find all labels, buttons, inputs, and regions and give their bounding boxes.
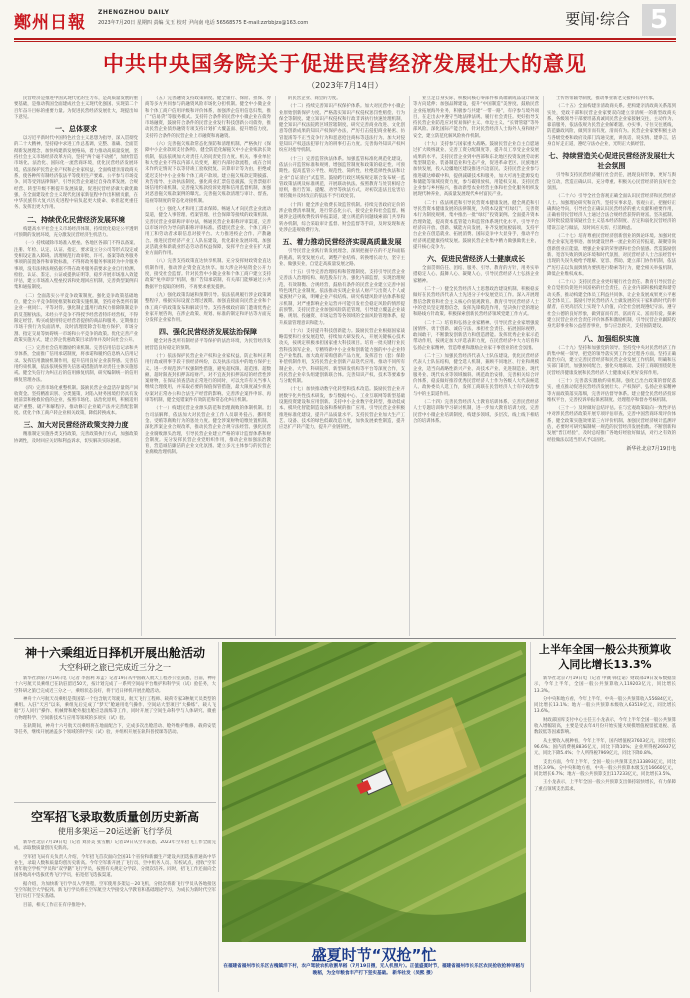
article-paragraph: （三）完善社会信用激励约束机制。完善信用信息记录和共享体系，全面推广信用承诺制度，将承诺和履约信息纳入信用记录。发挥信用激励机制作用，提升信用良好企业获得感。完善信用约束机制，依法依规按照失信惩戒措施清单对责任主体实施惩戒。健全失信行为纠正后的信用修复机制，研究编制统一的信用修复管理办法。 — [14, 346, 138, 383]
page-headline: 中共中央国务院关于促进民营经济发展壮大的意见 — [103, 51, 587, 76]
article-paragraph: （三十）完善落实激励约束机制。强化已出台政策的督促落实，重点推动促进民营经济发展壮大、产权保护、弘扬企业家精神等方面政策落实落细，完善评估督导体系。建立健全民营经济投诉维权平台，完善投诉举报保密制度、处理程序和督办考核机制。 — [547, 378, 676, 403]
article-paragraph: 健全对各类所有制经济平等保护的法治环境，为民营经济发展营造良好稳定的预期。 — [145, 339, 271, 351]
story-paragraph: 从主要收入税种看，今年上半年，国内增值税37603亿元，同比增长96.6%；国内消费税8836亿元，同比下降10%；企业所得税26937亿元，同比下降5.4%；个人所得税7969亿元，同比下降0.8%。 — [534, 738, 676, 757]
story1-body — [14, 676, 216, 798]
article-column-1 — [14, 96, 138, 636]
story1-subtitle: 大空科研之旅已完成近三分之一 — [59, 663, 171, 672]
story-paragraph: 神舟十六号航天员乘组是我国第一个包含航天驾驶员、航天飞行工程师、载荷专家3种航天员类型的乘组。入驻“天宫”以来，乘组先后完成了“梦天”舱通用电气操作、空间站大型项目“大操练”、载人飞船“万人同行”操作、机械臂和舱外服出舱应急演练等工作，同时开展了空间生命科学与人体研究、微重力物理科学、空间新技术与应用等领域的多项实（试）验。 — [14, 696, 216, 721]
story-divider — [14, 802, 216, 803]
story-paragraph: 据介绍，为加快新飞行学员入学进程，空军使用多架运－20飞机，分批次将新飞行学员从各地接送至空军航空大学报到。新飞行学员将在空军航空大学接受入学教育和基础理论学习，为成长为新时代空军飞行员打下坚实基础。 — [14, 881, 216, 900]
article-signature: 新华社北京7月19日电 — [626, 445, 676, 452]
article-paragraph: （十一）构建民营企业源头防范和治理腐败的体制机制。出台司法解释，依法加大对民营企业工作人员职务侵占、挪用资金、受贿等腐败行为的惩处力度。健全涉案财物追缴处置机制。深化涉案企业合规改革，推动民营企业合规守法经营。强化民营企业腐败源头治理，引导民营企业建立严格的审计监督体系和财会制度。充分发挥民营企业党组织作用，推动企业加强法治教育，营造诚信廉洁的企业文化氛围。建立多元主体参与的民营企业腐败治理机制。 — [145, 406, 271, 456]
article-paragraph: 的民营企业、商会的力度。 — [288, 96, 341, 101]
story-paragraph: 支出方面，今年上半年，全国一般公共预算支出133893亿元，同比增长3.9%。分中央和地方看，中央一般公共预算本级支出16660亿元，同比增长6.7%；地方一般公共预算支出117233亿元，同比增长3.5%。 — [534, 759, 676, 778]
section-divider — [14, 638, 676, 639]
harvest-field-image — [222, 642, 526, 942]
story-paragraph: 分中央和地方看，今年上半年，中央一般公共预算收入55684亿元，同比增长13.1%；地方一般公共预算本级收入63519亿元，同比增长13.6%。 — [534, 696, 676, 715]
article-paragraph: （十六）支持提升科技创新能力。鼓励民营企业根据国家战略需要和行业发展趋势，持续加大研发投入，开展关键核心技术攻关，按规定积极承担国家重大科技项目。培育一批关键行业民营科技领军企业、专精特新中小企业和创新能力强的中小企业特色产业集群。加大政府采购创新产品力度，发挥首台（套）保险补偿机制作用，支持民营企业创新产品迭代应用。推动不同所有制企业、大学、科研院所、新型研发机构等平台等深度合作，支持民营企业牵头组建创新联合体。完善知识产权、技术等要素参与分配机制。 — [279, 328, 405, 385]
article-paragraph: （二十）依法规范和引导民营资本健康发展。健全规范和引导民营资本健康发展的法律制度，为资本设置“红绿灯”，完善资本行为制度规则，集中推出一批“绿灯”投资案例。全面提升资本治理效能，提高资本监管能力和监管体系现代化水平。引导平台经济向开放、创新、赋能方向发展，补齐发展短板弱项，支持平台企业在创造就业、拓展消费、国际竞争中大显身手，推动平台经济规范健康持续发展。鼓励民营企业集中精力做强做优主业，提升核心竞争力。 — [413, 200, 539, 250]
column-divider — [218, 642, 219, 992]
masthead — [14, 6, 676, 36]
newspaper-logo-en: ZHENGZHOU DAILY — [98, 9, 170, 16]
story2-subtitle: 使用多架运－20运送新飞行学员 — [57, 827, 173, 836]
farm-harvest-photo — [222, 642, 526, 942]
section-heading: 六、促进民营经济人士健康成长 — [427, 255, 525, 264]
story-paragraph: 在轨期间，神舟十六号航天员乘组将在地面配合下，完成多次出舱活动、舱外维护维修、载荷安装等任务，继续开展涵盖多个领域的科学实（试）验，并组织开展在轨科普授课等活动。 — [14, 724, 216, 736]
section-heading: 七、持续营造关心促进民营经济发展壮大社会氛围 — [548, 152, 675, 171]
story2-title: 空军招飞录取数质量创历史新高 — [30, 810, 199, 824]
story-paragraph: 新华社北京7月19日电（记者 刘济美 张雪鹏）记者19日从空军获悉，2023年空军招飞工作全面完成，录取数质量创历史新高。 — [14, 840, 216, 852]
section-heading: 一、总体要求 — [55, 125, 97, 134]
article-paragraph: （三十一）及时做好总结评估。在与宏观政策取向一致性评估中对涉民营经济政策开展专项评估审查。完善中国营商环境评价体系，健全政策实施效果第三方评价机制。加强民营经济统计监测评估，必要时可研究编制统一规范的民营经济发展指数。不断创新和发展“晋江经验”，及时总结推广各地好经验好做法，对行之有效的经验做法以适当形式予以固化。 — [547, 406, 676, 443]
masthead-rule — [14, 38, 676, 40]
article-column-4 — [413, 96, 539, 636]
article-paragraph: （十二）持续完善知识产权保护体系。加大对民营中小微企业原始创新保护力度。严格落实知识产权侵权惩罚性赔偿、行为保全等制度。建立知识产权侵权和行政非诉执行快速处理机制，健全知识产权法院跨区域管辖制度。研究完善商业改进、文化创意等创新成果的知识产权保护办法，严厉打击侵犯商业秘密、仿冒混淆等不正当竞争行为和恶意抢注商标等违法行为。加大对侵犯知识产权违法犯罪行为的刑事打击力度。完善海外知识产权纠纷应对指导机制。 — [279, 104, 405, 154]
column-divider — [530, 642, 531, 992]
story-paragraph: 新华社北京7月19日电（记者 申铖 韩佳诺）财政部19日发布数据显示，今年上半年，全国一般公共预算收入119203亿元，同比增长13.3%。 — [534, 676, 676, 694]
article-paragraph: （二十六）引导全社会客观正确全面认识民营经济和民营经济人士。加强理论研究和宣传，坚持实事求是、客观公正，把握好正确舆论导向，引导社会正确认识民营经济的重大贡献和重要作用，正确看待民营经济人士通过合法合规经营获得的财富。坚决抵制、及时批驳澄清质疑社会主义基本经济制度、否定和弱化民营经济的错误言论与做法，及时回应关切、打消顾虑。 — [547, 194, 676, 231]
masthead-rule-thin — [14, 41, 676, 42]
story-paragraph: 目前，相关工作正在有序推进中。 — [23, 902, 89, 908]
newspaper-logo: 鄭州日報 — [14, 13, 86, 33]
photo-caption: 在福建省福州市长乐区古槐镇洋下村，农户驾驶农机收割早稻（7月19日摄，无人机照片）。正值盛夏时节，福建省福州市长乐区农民抢收抢种早稻与晚稻，为全年粮食丰产打下坚实基础。 新华社发（吴熙 摄） — [223, 964, 525, 976]
article-paragraph: （六）完善拖欠账款常态化预防和清理机制。严格执行《保障中小企业款项支付条例》，健全防范化解拖欠中小企业账款长效机制，依法依规加大对责任人的问责处罚力度。机关、事业单位和大型企业不得以内部人员变更，履行内部付款流程，或在合同未作约定情况下以等待竣工验收批复、决算审计等为由，拒绝或延迟支付中小企业和个体工商户款项。建立拖欠账款定期披露、劝告指导、主动执法制度。强化商业汇票信息披露，完善票据市场信用约束机制。完善拖欠账款投诉处理和信用监督机制，加强对恶意拖欠账款案例的曝光。完善拖欠账款清理与审计、督查、巡视等制度的常态化对接机制。 — [145, 142, 271, 204]
article-paragraph: 精准制定实施各类支持政策，完善政策执行方式，加强政策协调性，及时回应关切和利益诉求，切实解决实际困难。 — [14, 432, 138, 444]
article-paragraph: （十三）完善监管执法体系。加强监管标准化规范化建设，依法公开监管标准和规则，增强监管制度和政策的稳定性、可预期性。提高监管公平性、规范性、简约性，杜绝选择性执法和让企业“自证清白”式监管。鼓励跨行政区域按规定联合发布统一监管政策法规及标准规范，开展联动执法。按照教育与处罚相结合原则，推行告知、提醒、劝导等执法方式，对初次违法且危害后果轻微并及时改正的依法不予行政处罚。 — [279, 156, 405, 200]
article-paragraph: （十）依法保护民营企业产权和企业家权益。防止和纠正利用行政或刑事手段干预经济纠纷，以及执法司法中的地方保护主义。进一步规范涉产权强制性措施，避免超权限、超范围、超数额、超时限查封扣押冻结财产。对不宜查封扣押冻结的经营性涉案财物，在保证侦查活动正常进行的同时，可以允许有关当事人继续合理使用，并采取必要的保值保管措施，最大限度减少侦查办案对正常办公和合法生产经营的影响。完善涉企案件申诉、再审等机制，健全冤错案件有效防范和常态化纠正机制。 — [145, 353, 271, 404]
column-divider — [409, 96, 410, 636]
article-paragraph: （九）强化政策沟通和预期引导。依法依规履行涉企政策调整程序，根据实际设置合理过渡期。加强直接面向民营企业和个体工商户的政策发布和解读引导。支持各级政府部门邀请优秀企业家开展咨询，在涉企政策、规划、标准的制定和评估等方面充分发挥企业家作用。 — [145, 292, 271, 324]
column-divider — [543, 96, 544, 636]
story-paragraph: 财政部国库支付中心主任王小龙表示，今年上半年全国一般公共预算收入增幅较高，主要是受去年4月份开始实施大规模增值税留抵退税、基数较低等因素影响。 — [534, 717, 676, 736]
column-divider — [275, 96, 276, 636]
article-paragraph: （十九）支持参与国家重大战略。鼓励民营企业自主自愿通过扩大吸纳就业、完善工资分配制度等，提升员工享受企业发展成果的水平。支持民营企业到中西部和东北地区投资发展劳动密集型制造业、装备制造业和生态产业，促进革命老区、民族地区加快发展，投入边疆地区建设推进兴边富民。支持民营企业参与推进碳达峰碳中和，提供减碳技术和服务，加大可再生能源发电和储能等领域投资力度，参与碳排放权、用能权交易。支持民营企业参与乡村振兴，推动新型农业经营主体和社会化服务组织发展现代种养业，高质量发展现代乡村富民产业。 — [413, 142, 539, 198]
headline-dateline: （2023年7月14日） — [307, 81, 383, 90]
article-paragraph: （八）完善支持政策直达快享机制。充分发挥财政资金直达机制作用，推动涉企资金直达快享。加大涉企补贴资金公开力度，接受社会监督。针对民营中小微企业和个体工商户建立支持政策“免申即享”机制，推广告知承诺制，有关部门能够通过公共数据平台提取的材料，不再要求重复提供。 — [145, 259, 271, 290]
article-paragraph: （五）完善融资支持政策制度。健全银行、保险、担保、券商等多方共同参与的融资风险市场化分担机制。健全中小微企业和个体工商户信用评级和评价体系，加强涉企信用信息归集，推广“信易贷”等服务模式。支持符合条件的民营中小微企业在债券市场融资，鼓励符合条件的民营企业发行科技创新公司债券，推动民营企业债券融资专项支持计划扩大覆盖面、提升增信力度。支持符合条件的民营企业上市融资和再融资。 — [145, 96, 271, 139]
article-column-3 — [279, 96, 405, 636]
article-paragraph: （七）强化人才和用工需求保障。畅通人才向民营企业流动渠道，健全人事管理、档案管理、社会保障等接续的政策机制。完善民营企业职称评审办法，畅通民营企业职称评审渠道，完善以市场评价为导向的职称评审标准。搭建民营企业、个体工商户用工和劳动者求职信息对接平台。大力推进校企合作、产教融合。推进民营经济产业工人队伍建设，优化职业发展环境。加强灵活就业和新就业形态劳动者权益保障，发挥平台企业在扩大就业方面的作用。 — [145, 207, 271, 257]
column-divider — [141, 96, 142, 636]
article-paragraph: 士传帮带辅导制度，推动事业新老交接和有序传承。 — [556, 96, 657, 101]
section-heading: 八、加强组织实施 — [583, 334, 640, 343]
section-heading: 二、持续优化民营经济发展环境 — [27, 215, 125, 224]
article-paragraph: 构建高水平社会主义市场经济体制，持续优化稳定公平透明可预期的发展环境，充分激发民营经济生机活力。 — [14, 226, 138, 239]
story2-body — [14, 840, 216, 990]
story-paragraph: 王小龙表示，上半年全国一般公共预算支出保持较快增长，有力保障了重点领域支出需求。 — [534, 780, 676, 792]
article-paragraph: 全面贯彻信任、团结、服务、引导、教育的方针，用务实举措稳定人心、鼓舞人心、凝聚人心，引导民营经济人士弘扬企业家精神。 — [413, 266, 539, 284]
article-paragraph: （四）完善市场化重整机制。鼓励民营企业盘活存量资产回收资金。坚持精准识别、分类施策，对陷入财务困境但仍具有发展前景和挽救价值的企业，按照市场化、法治化原则，积极适用破产重整、破产和解程序。推动修订企业破产法并完善配套制度。优化个体工商户转企业相关政策，降低转换成本。 — [14, 385, 138, 417]
article-paragraph: （二十一）健全民营经济人士思想政治建设机制。积极稳妥做好在民营经济代表人士先进分子中发展党员工作。深入开展理想信念教育和社会主义核心价值观教育。教育引导民营经济人士中的党员坚定理想信念，发挥先锋模范作用，坚决执行党的理论和路线方针政策。积极探索创新民营经济领域党建工作方式。 — [413, 287, 539, 318]
story1-title: 神十六乘组近日择机开展出舱活动 — [24, 646, 205, 660]
article-paragraph: （二）全面落实公平竞争政策制度。强化竞争政策基础地位，健全公平竞争制度框架和政策实施机制，坚持对各类所有制企业一视同仁、平等对待。强化制止滥用行政权力排除限制竞争的反垄断执法。未经公平竞争不得授予经营者特许经营权，不得限定经营、购买或使用特定经营者提供的商品和服务。定期推出市场干预行为负面清单，及时清理废除含有地方保护、市场分割、指定交易等妨碍统一市场和公平竞争的政策。优化完善产业政策实施方式，建立涉企优惠政策目录清单并及时向社会公开。 — [14, 293, 138, 343]
photo-title: 盛夏时节“双抢”忙 — [311, 946, 437, 964]
section-heading: 三、加大对民营经济政策支持力度 — [23, 421, 129, 430]
article-paragraph: 民营经济是推进中国式现代化的生力军，是高质量发展的重要基础，是推动我国全面建成社会主义现代化强国、实现第二个百年奋斗目标的重要力量。为促进民营经济发展壮大，现提出如下意见。 — [14, 96, 138, 120]
story-paragraph: 新华社酒泉7月19日电（记者 李国利 邓孟）记者19日从中国载人航天工程办公室获悉，目前，神舟十六号航天员乘组已在轨驻留近50天，按计划完成了一系列空间站平台维护和科学实（试）验任务，大空科研之旅已完成近三分之一，乘组状态良好，将于近日择机开展出舱活动。 — [14, 676, 216, 694]
article-paragraph: （十七）加快推动数字化转型和技术改造。鼓励民营企业开展数字化共性技术研发，参与数据中心、工业互联网等新型基础设施投资建设和应用创新。支持中小企业数字化转型，推动低成本、模块化智能制造设备和系统的推广应用。引导民营企业积极推进标准化建设，提升产品质量水平。支持民营企业加大生产工艺、设备、技术的绿色低碳改造力度，加快发展柔性制造，提升应急扩产转产能力，提升产业链韧性。 — [279, 387, 405, 431]
section-heading: 四、强化民营经济发展法治保障 — [159, 328, 257, 337]
article-paragraph: （二十八）支持民营企业更好履行社会责任。教育引导民营企业自觉担负促进共同富裕的社会责任，在企业内部积极构建和谐劳动关系，推动构建全体员工利益共同体，让企业发展成果更公平惠及全体员工。鼓励引导民营经济人士做发展的实干家和新时代的奉献者，在更高层次上实现个人价值，向全社会展现遵纪守法、遵守社会公德的良好形象，做到富而有责、富而有义、富而有爱。探索建立民营企业社会责任评价体系和激励机制，引导民营企业踊跃投身光彩事业和公益慈善事业，参与应急救灾，支持国防建设。 — [547, 280, 676, 330]
article-paragraph: 以习近平新时代中国特色社会主义思想为指导，深入贯彻党的二十大精神，坚持稳中求进工作总基调，完整、准确、全面贯彻新发展理念，加快构建新发展格局，着力推动高质量发展，坚持社会主义市场经济改革方向，坚持“两个毫不动摇”，加快营造市场化、法治化、国际化一流营商环境，优化民营经济发展环境，依法保护民营企业产权和企业家权益，全面构建亲清政商关系，使各种所有制经济依法平等使用生产要素、公平参与市场竞争、同等受到法律保护，引导民营企业通过自身改革发展、合规经营、转型升级不断提升发展质量，促进民营经济做大做优做强，在全面建设社会主义现代化国家新征程中作出积极贡献，在中华民族伟大复兴历史进程中肩负起更大使命、承担起更重任务、发挥出更大作用。 — [14, 136, 138, 211]
section-heading: 五、着力推动民营经济实现高质量发展 — [282, 238, 402, 247]
article-paragraph: （一）持续破除市场准入壁垒。各地区各部门不得以备案、注册、年检、认定、认证、指定、要求设立分公司等形式设定或变相设定准入障碍。清理规范行政审批、许可、备案等政务服务事项的前置条件和审批标准，不得将政务服务事项转为中介服务事项，没有法律法规依据不得在政务服务前要求企业自行检测、检验、认证、鉴定、公证或提供证明等，稳步开展市场准入效能评估，建立市场准入壁垒投诉和处理回应机制，完善典型案例归集和通报制度。 — [14, 241, 138, 291]
article-column-2 — [145, 96, 271, 636]
story-paragraph: 空军招飞局有关负责人介绍，今年招飞首次面向全国31个省份和新疆生产建设兵团选拔普通高中毕业生，录取人数和质量均创历史新高。今年空军新开展了飞行员、空中机务人员、军校试点，招收“空军青年航空学校”学员和“双学籍”飞行学员，按照有关规定分学段、分批次培养。同时，招飞工作还面向全国各地高中选拔优秀飞行学员，拓宽招飞选拔渠道。 — [14, 854, 216, 879]
article-paragraph: （二十五）全面构建亲清政商关系。把构建亲清政商关系落到实处，党政干部和民营企业家要双向建立亲清统一的新型政商关系。各级领导干部要坦荡真诚同民营企业家接触交往，主动作为、靠前服务，依法依规为民营企业解难题、办实事，守住交往底线，防范廉政风险，做到亲而有度、清而有为。民营企业家要积极主动与各级党委和政府及部门沟通交流，讲真话、说实情、建诤言，洁身自好走正道，遵纪守法办企业，光明正大搞经营。 — [547, 104, 676, 148]
article-paragraph: 业立足自身实际，积极向核心零部件和高端制成品设计研发等方向延伸；加强品牌建设，提升“中国制造”美誉度。鼓励民营企业拓展海外业务，积极参与共建“一带一路”，有序参与境外项目，在走出去中遵守当地法律法规、履行社会责任。更好指导支持民营企业防范应对贸易保护主义、单边主义、“长臂管辖”等外部风险。深化国际产能合作，针对民营经济人士海外人身和财产安全，建立防范化解风险协作机制。 — [413, 96, 539, 139]
section-tag: 要闻·综合 — [565, 10, 630, 28]
story3-body — [534, 676, 676, 992]
page-number: 5 — [642, 4, 676, 36]
article-paragraph: （二十二）培育和弘扬企业家精神。引导民营企业家增强爱国情怀、勇于创新、诚信守法、承担社会责任、拓展国际视野，敢闯敢干，不断激发创新活力和创造潜能。发挥优秀企业家示范带动作用，按规定加大评选表彰力度，在民营经济中大力培育和弘扬企业家精神，营造尊重和激励企业家干事创业的社会氛围。 — [413, 320, 539, 351]
story3-title: 上半年全国一般公共预算收入同比增长13.3% — [539, 643, 671, 671]
article-paragraph: （二十三）加强民营经济代表人士队伍建设。优化民营经济代表人士队伍结构，健全选人机制，兼顾不同地区、行业和规模企业，适当向战略性新兴产业、高技术产业、先进制造业、现代服务业、现代农业等领域倾斜。规范政治安排，完善相关综合评价体系，稳妥做好推荐优秀民营经济人士作为各级人大代表候选人、政协委员人选工作，发挥工商联在民营经济人士有序政治参与中的主渠道作用。 — [413, 353, 539, 397]
article-paragraph: （二十九）坚持和加强党的领导。坚持党中央对民营经济工作的集中统一领导，把党的领导落实到工作全过程各方面。坚持正确政治方向，建立完善民营经济和民营企业发展工作机制，明确和压实部门职责，加强协同配合，强化央地联动。支持工商联围绕促进民营经济健康发展和民营经济人士健康成长更好发挥作用。 — [547, 345, 676, 376]
article-paragraph: （二十七）培育尊重民营经济创新创业的舆论环境。加强对优秀企业家先进事迹、加快建设世界一流企业的宣传报道，凝聚崇尚创新创业正能量，增强企业家的荣誉感和社会价值感。营造鼓励创新、宽容失败的舆论环境和时代氛围，对民营经济人士合法经营中出现的失误失败给予理解、宽容、帮助。建立部门协作机制，依法严厉打击以负面舆情为要挟进行勒索等行为，健全相关举报机制，降低企业维权成本。 — [547, 234, 676, 277]
article-paragraph: （十五）引导完善治理结构和管理制度。支持引导民营企业完善法人治理结构、规范股东行为、强化内部监督，实现治理规范、有效制衡、合规经营，鼓励有条件的民营企业建立完善中国特色现代企业制度。依法推动实现企业法人财产与出资人个人或家族财产分离，明晰企业产权结构。研究构建风险评估体系和提示机制，对严重影响企业运营并可能引发社会稳定风险的情形提前预警。支持民营企业加强风险防范管理，引导建立覆盖企业战略、规划、投融资、市场运营等各领域的全面风险管理体系，提升质量管理意识和能力。 — [279, 270, 405, 326]
article-paragraph: 引导和支持民营经济履行社会责任，展现良好形象，更好与舆论互动，营造正确认识、充分尊重、积极关心民营经济的良好社会氛围。 — [547, 173, 676, 191]
article-paragraph: 引导民营企业践行新发展理念，深刻把握存在的不足和面临的挑战，转变发展方式、调整产业结构、转换增长动力，坚守主业、做强实业，自觉走高质量发展之路。 — [279, 249, 405, 267]
article-column-5 — [547, 96, 676, 636]
article-paragraph: （十四）健全涉企收费长效监管机制。持续完善政府定价的涉企收费清单制度，进行常态化公示，接受企业和社会监督。畅通涉企违规收费投诉举报渠道，建立规范的问题线索部门共享和转办机制，综合采取审计监督、财会监督等手段，及时发现和查处涉企违规收费行为。 — [279, 202, 405, 233]
masthead-info: 2023年7月20日 星期四 责编 戈玉 校对 尹向南 电话 56568575 E-mail:zzrbbjzx@163.com — [98, 20, 309, 26]
article-paragraph: （二十四）完善民营经济人士教育培训体系。完善民营经济人士专题培训和学习研讨机制，进一步加大教育培训力度。完善民营中小微企业培训制度，构建多领域、多层次、线上线下相结合的培训体系。 — [413, 400, 539, 424]
